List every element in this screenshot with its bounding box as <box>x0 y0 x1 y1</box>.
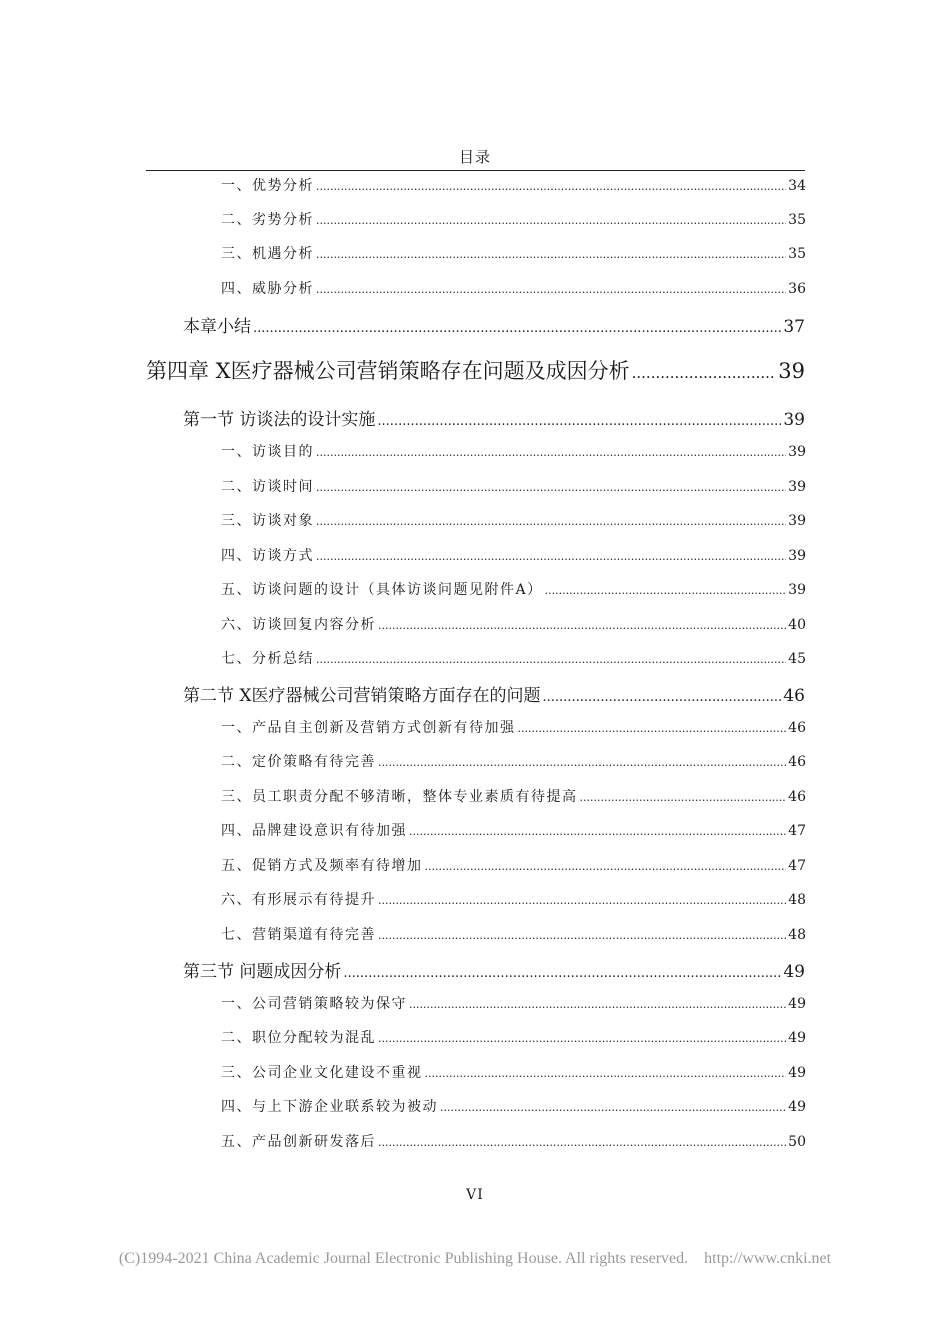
toc-entry-page: 50 <box>788 1134 806 1150</box>
toc-entry-page: 39 <box>788 513 806 529</box>
toc-entry[interactable] <box>221 579 806 599</box>
toc-entry-page: 49 <box>788 1030 806 1046</box>
toc-entry[interactable] <box>221 889 806 909</box>
leader-dots <box>343 966 781 981</box>
toc-entry[interactable] <box>221 441 806 461</box>
leader-dots <box>409 998 786 1011</box>
toc-entry[interactable] <box>221 1027 806 1047</box>
toc-entry-label: 三、机遇分析 <box>221 246 314 262</box>
toc-entry-label: 二、职位分配较为混乱 <box>221 1030 376 1046</box>
toc-entry-page: 49 <box>788 996 806 1012</box>
toc-entry[interactable] <box>221 614 806 634</box>
toc-entry[interactable] <box>221 786 806 806</box>
toc-entry[interactable] <box>221 924 806 944</box>
toc-entry-label: 第二节 X医疗器械公司营销策略方面存在的问题 <box>183 686 541 706</box>
toc-entry-page: 35 <box>788 212 806 228</box>
toc-entry[interactable] <box>221 855 806 875</box>
toc-entry-chapter[interactable] <box>146 355 805 385</box>
leader-dots <box>425 1067 787 1080</box>
leader-dots <box>518 722 787 735</box>
toc-entry-page: 39 <box>788 582 806 598</box>
toc-entry-page: 47 <box>788 858 806 874</box>
toc-entry-page: 45 <box>788 651 806 667</box>
leader-dots <box>378 1032 786 1045</box>
toc-entry[interactable] <box>221 820 806 840</box>
toc-entry[interactable] <box>221 209 806 229</box>
leader-dots <box>377 414 781 429</box>
toc-entry[interactable] <box>221 1062 806 1082</box>
leader-dots <box>316 180 786 193</box>
toc-entry-page: 39 <box>788 548 806 564</box>
leader-dots <box>316 515 786 528</box>
toc-entry[interactable] <box>221 993 806 1013</box>
toc-entry-page: 46 <box>788 720 806 736</box>
leader-dots <box>316 653 786 666</box>
toc-entry-label: 四、品牌建设意识有待加强 <box>221 823 407 839</box>
leader-dots <box>253 321 781 336</box>
toc-entry[interactable] <box>221 476 806 496</box>
toc-entry[interactable] <box>221 278 806 298</box>
toc-entry-page: 49 <box>783 962 805 982</box>
toc-entry-label: 二、定价策略有待完善 <box>221 754 376 770</box>
toc-entry[interactable] <box>221 175 806 195</box>
toc-entry-label: 三、公司企业文化建设不重视 <box>221 1065 423 1081</box>
toc-entry-label: 五、产品创新研发落后 <box>221 1134 376 1150</box>
toc-entry-label: 一、产品自主创新及营销方式创新有待加强 <box>221 720 516 736</box>
toc-entry[interactable] <box>183 405 805 430</box>
toc-entry[interactable] <box>183 681 805 706</box>
toc-entry[interactable] <box>221 545 806 565</box>
toc-entry-page: 35 <box>788 246 806 262</box>
toc-entry-page: 48 <box>788 927 806 943</box>
toc-entry-page: 48 <box>788 892 806 908</box>
toc-entry-page: 36 <box>788 281 806 297</box>
toc-entry-label: 四、威胁分析 <box>221 281 314 297</box>
leader-dots <box>378 894 786 907</box>
leader-dots <box>316 446 786 459</box>
leader-dots <box>316 283 786 296</box>
leader-dots <box>378 619 786 632</box>
toc-entry-page: 46 <box>783 686 805 706</box>
toc-entry-label: 一、访谈目的 <box>221 444 314 460</box>
toc-entry-page: 40 <box>788 617 806 633</box>
toc-entry-label: 三、访谈对象 <box>221 513 314 529</box>
toc-entry-page: 37 <box>783 317 805 337</box>
toc-entry-label: 第三节 问题成因分析 <box>183 962 342 982</box>
leader-dots <box>545 584 787 597</box>
toc-entry-page: 49 <box>788 1065 806 1081</box>
toc-entry-label: 七、分析总结 <box>221 651 314 667</box>
leader-dots <box>378 1136 786 1149</box>
copyright-text: (C)1994-2021 China Academic Journal Electronic Publishing House. All rights reserved. <box>118 1250 689 1267</box>
running-header-title: 目录 <box>458 148 491 166</box>
toc-entry-label: 一、公司营销策略较为保守 <box>221 996 407 1012</box>
toc-entry[interactable] <box>183 312 805 337</box>
toc-entry-label: 四、与上下游企业联系较为被动 <box>221 1099 438 1115</box>
toc-entry-page: 46 <box>788 754 806 770</box>
toc-entry-label: 七、营销渠道有待完善 <box>221 927 376 943</box>
leader-dots <box>440 1101 786 1114</box>
toc-entry-page: 47 <box>788 823 806 839</box>
toc-entry-page: 46 <box>788 789 806 805</box>
toc-entry-label: 四、访谈方式 <box>221 548 314 564</box>
leader-dots <box>316 481 786 494</box>
toc-entry-page: 49 <box>788 1099 806 1115</box>
toc-entry-label: 二、访谈时间 <box>221 479 314 495</box>
toc-entry[interactable] <box>221 648 806 668</box>
page-number: VI <box>466 1187 484 1203</box>
toc-entry-label: 本章小结 <box>183 317 251 337</box>
leader-dots <box>378 929 786 942</box>
toc-entry[interactable] <box>221 717 806 737</box>
leader-dots <box>316 550 786 563</box>
toc-entry-page: 34 <box>788 178 806 194</box>
toc-entry[interactable] <box>221 1131 806 1151</box>
toc-entry-page: 39 <box>788 479 806 495</box>
toc-entry-page: 39 <box>778 359 805 383</box>
toc-entry-label: 五、促销方式及频率有待增加 <box>221 858 423 874</box>
toc-entry-label: 一、优势分析 <box>221 178 314 194</box>
toc-entry-label: 三、员工职责分配不够清晰，整体专业素质有待提高 <box>221 789 578 805</box>
toc-entry[interactable] <box>221 510 806 530</box>
footer-url[interactable]: http://www.cnki.net <box>704 1250 832 1267</box>
toc-entry[interactable] <box>221 751 806 771</box>
leader-dots <box>632 364 777 382</box>
leader-dots <box>378 756 786 769</box>
toc-entry-page: 39 <box>783 410 805 430</box>
toc-entry[interactable] <box>221 1096 806 1116</box>
leader-dots <box>425 860 787 873</box>
toc-entry-label: 六、访谈回复内容分析 <box>221 617 376 633</box>
toc-entry-page: 39 <box>788 444 806 460</box>
toc-entry-label: 六、有形展示有待提升 <box>221 892 376 908</box>
copyright-footer <box>0 1250 950 1268</box>
toc-entry[interactable] <box>183 957 805 982</box>
leader-dots <box>409 825 786 838</box>
toc-entry[interactable] <box>221 243 806 263</box>
toc-entry-label: 二、劣势分析 <box>221 212 314 228</box>
toc-entry-label: 第一节 访谈法的设计实施 <box>183 410 376 430</box>
leader-dots <box>316 248 786 261</box>
leader-dots <box>543 690 782 705</box>
leader-dots <box>316 214 786 227</box>
leader-dots <box>580 791 787 804</box>
toc-entry-label: 第四章 X医疗器械公司营销策略存在问题及成因分析 <box>146 359 630 383</box>
toc-entry-label: 五、访谈问题的设计（具体访谈问题见附件A） <box>221 582 543 598</box>
